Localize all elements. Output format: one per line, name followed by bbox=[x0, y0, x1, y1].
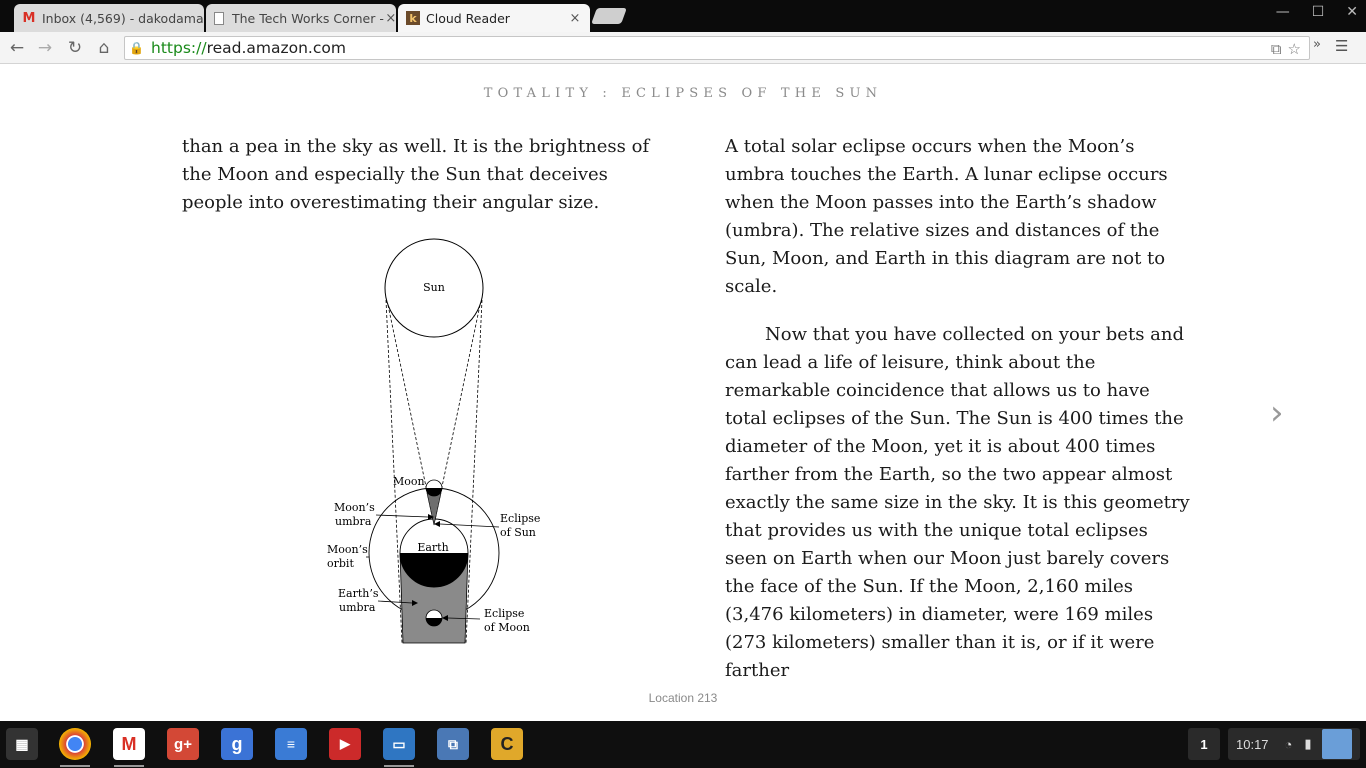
left-column bbox=[182, 133, 652, 237]
chrome-icon[interactable] bbox=[59, 728, 91, 760]
gmail-icon: M bbox=[22, 10, 36, 26]
close-icon[interactable]: × bbox=[385, 10, 397, 26]
running-indicator bbox=[60, 765, 90, 767]
url-scheme: https:// bbox=[151, 39, 207, 57]
avatar bbox=[1322, 729, 1352, 759]
paragraph: than a pea in the sky as well. It is the brightness of the Moon and especially the Sun that deceives people into overestimating their angular size. bbox=[182, 136, 650, 213]
svg-text:orbit: orbit bbox=[327, 557, 354, 570]
eclipse-of-moon-label: Eclipse bbox=[484, 607, 525, 620]
new-tab-button[interactable] bbox=[591, 8, 627, 24]
moons-umbra-label: Moon’s bbox=[334, 501, 375, 514]
youtube-icon[interactable]: ▶ bbox=[329, 728, 361, 760]
gmail-app-icon[interactable]: M bbox=[113, 728, 145, 760]
battery-icon: ▮ bbox=[1304, 736, 1312, 751]
moon-label: Moon bbox=[393, 475, 425, 488]
window-switcher-icon[interactable]: ⧉ bbox=[437, 728, 469, 760]
running-indicator bbox=[384, 765, 414, 767]
svg-text:umbra: umbra bbox=[339, 601, 376, 614]
tab-inbox[interactable] bbox=[14, 4, 204, 32]
status-tray[interactable] bbox=[1228, 728, 1360, 760]
tab-cloud-reader[interactable] bbox=[398, 4, 590, 32]
tab-label: The Tech Works Corner - bbox=[232, 10, 384, 26]
lock-icon: 🔒 bbox=[129, 41, 144, 55]
running-indicator bbox=[114, 765, 144, 767]
extensions-overflow-icon[interactable]: » bbox=[1313, 37, 1321, 52]
workspace-indicator[interactable]: 1 bbox=[1188, 728, 1220, 760]
forward-icon[interactable]: → bbox=[37, 38, 53, 58]
wifi-icon: ◔ bbox=[1284, 736, 1293, 752]
bookmark-star-icon[interactable]: ☆ bbox=[1287, 40, 1301, 58]
eclipse-of-sun-label: Eclipse bbox=[500, 512, 541, 525]
svg-text:of Sun: of Sun bbox=[500, 526, 536, 539]
next-page-chevron-icon[interactable]: › bbox=[1270, 393, 1284, 433]
files-icon[interactable]: ▭ bbox=[383, 728, 415, 760]
menu-icon[interactable]: ☰ bbox=[1334, 37, 1349, 55]
tab-label: Cloud Reader bbox=[426, 10, 510, 26]
minimize-icon[interactable]: — bbox=[1275, 4, 1290, 20]
close-window-icon[interactable]: ✕ bbox=[1346, 4, 1358, 20]
app-launcher-icon[interactable]: ▦ bbox=[6, 728, 38, 760]
maximize-icon[interactable]: ☐ bbox=[1311, 4, 1325, 20]
google-plus-icon[interactable]: g+ bbox=[167, 728, 199, 760]
browser-toolbar bbox=[0, 32, 1366, 64]
svg-text:umbra: umbra bbox=[335, 515, 372, 528]
tab-label: Inbox (4,569) - dakodama bbox=[42, 10, 204, 26]
url-host: read.amazon.com bbox=[206, 39, 346, 57]
tab-tech-works[interactable] bbox=[206, 4, 396, 32]
window-controls bbox=[1276, 4, 1358, 20]
tab-strip bbox=[0, 0, 1366, 32]
earth-label: Earth bbox=[417, 541, 449, 554]
reload-icon[interactable]: ↻ bbox=[67, 38, 83, 58]
address-bar[interactable] bbox=[124, 36, 1310, 60]
kindle-icon: k bbox=[406, 11, 420, 25]
svg-text:of Moon: of Moon bbox=[484, 621, 530, 634]
earths-umbra-label: Earth’s bbox=[338, 587, 379, 600]
os-shelf bbox=[0, 721, 1366, 768]
eclipse-diagram bbox=[320, 235, 550, 655]
right-column bbox=[725, 133, 1195, 705]
comixology-icon[interactable]: C bbox=[491, 728, 523, 760]
google-search-icon[interactable]: g bbox=[221, 728, 253, 760]
clock: 10:17 bbox=[1236, 736, 1269, 752]
home-icon[interactable]: ⌂ bbox=[98, 38, 110, 58]
running-title: TOTALITY : ECLIPSES OF THE SUN bbox=[483, 86, 883, 101]
reader-pane bbox=[0, 65, 1366, 721]
moons-orbit-label: Moon’s bbox=[327, 543, 368, 556]
paragraph: Now that you have collected on your bets and can lead a life of leisure, think about the remarkable coincidence that allows us to have total eclipses of the Sun. The Sun is 400 times the diameter of the Moon, yet it is about 400 times farther from the Earth, so the two appear almost exactly the same size in the sky. It is this geometry that provides us with the unique total eclipses seen on Earth when our Moon just barely covers the face of the Sun. If the Moon, 2,160 miles (3,476 kilometers) in diameter, were 169 miles (273 kilometers) smaller than it is, or if it were farther bbox=[725, 324, 1190, 681]
google-docs-icon[interactable]: ≡ bbox=[275, 728, 307, 760]
document-icon bbox=[214, 12, 224, 25]
back-icon[interactable]: ← bbox=[9, 38, 25, 58]
location-indicator: Location 213 bbox=[648, 691, 718, 705]
paragraph: A total solar eclipse occurs when the Moon’s umbra touches the Earth. A lunar eclipse occurs when the Moon passes into the Earth’s shadow (umbra). The relative sizes and distances of the Sun, Moon, and Earth in this diagram are not to scale. bbox=[725, 136, 1168, 297]
page-action-icon[interactable]: ⧉ bbox=[1270, 40, 1282, 58]
sun-label: Sun bbox=[423, 281, 445, 294]
close-icon[interactable]: × bbox=[569, 10, 581, 26]
